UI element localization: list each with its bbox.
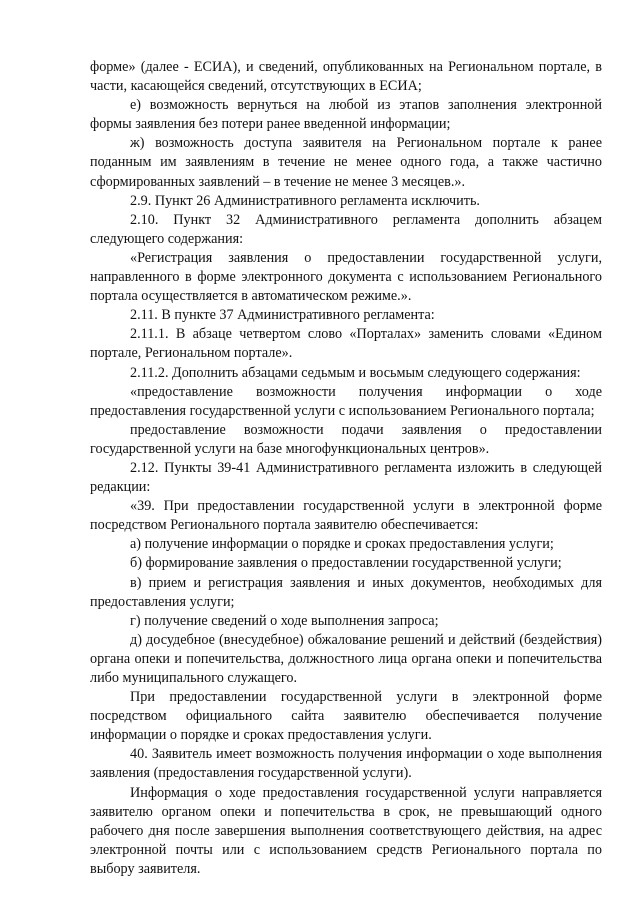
paragraph-40: 40. Заявитель имеет возможность получения информации о ходе выполнения заявления (предоставления государственной услуги). [90, 746, 602, 782]
paragraph-item-a: а) получение информации о порядке и сроках предоставления услуги; [130, 536, 554, 553]
paragraph-esia-continuation: форме» (далее - ЕСИА), и сведений, опубликованных на Региональном портале, в части, касающейся сведений, отсутствующих в ЕСИА; [90, 59, 602, 95]
paragraph-2-11: 2.11. В пункте 37 Административного регламента: [130, 307, 435, 324]
paragraph-2-11-2: 2.11.2. Дополнить абзацами седьмым и восьмым следующего содержания: [130, 364, 581, 381]
paragraph-item-g: г) получение сведений о ходе выполнения запроса; [130, 612, 439, 629]
paragraph-mfc-possibility: предоставление возможности подачи заявления о предоставлении государственной услуги на базе многофункциональных центров». [90, 421, 602, 457]
paragraph-official-site: При предоставлении государственной услуги в электронной форме посредством официального сайта заявителю обеспечивается получение информации о порядке и сроках предоставления услуги. [90, 689, 602, 744]
paragraph-39: «39. При предоставлении государственной услуги в электронной форме посредством Регионального портала заявителю обеспечивается: [90, 498, 602, 534]
paragraph-2-11-1: 2.11.1. В абзаце четвертом слово «Порталах» заменить словами «Едином портале, Региональном портале». [90, 326, 602, 362]
paragraph-registration-quote: «Регистрация заявления о предоставлении государственной услуги, направленного в форме электронного документа с использованием Регионального портала осуществляется в автоматическом режиме.». [90, 249, 602, 305]
paragraph-item-zh: ж) возможность доступа заявителя на Региональном портале к ранее поданным им заявлениям в течение не менее одного года, а также частично сформированных заявлений – в течение не менее 3 месяцев.». [90, 135, 602, 190]
paragraph-2-12: 2.12. Пункты 39-41 Административного регламента изложить в следующей редакции: [90, 459, 602, 496]
paragraph-status-info: Информация о ходе предоставления государственной услуги направляется заявителю органом опеки и попечительства в срок, не превышающий одного рабочего дня после завершения выполнения соответствующего действия, на адрес электронной почты или с использованием средств Регионального портала по выбору заявителя. [90, 784, 602, 877]
paragraph-item-v: в) прием и регистрация заявления и иных документов, необходимых для предоставления услуги; [90, 574, 602, 610]
document-body [90, 58, 602, 879]
paragraph-2-9: 2.9. Пункт 26 Административного регламента исключить. [130, 192, 480, 209]
paragraph-info-possibility: «предоставление возможности получения информации о ходе предоставления государственной услуги с использованием Регионального портала; [90, 383, 602, 419]
paragraph-item-d: д) досудебное (внесудебное) обжалование решений и действий (бездействия) органа опеки и попечительства, должностного лица органа опеки и попечительства либо муниципального служащего. [90, 631, 602, 686]
paragraph-item-e: е) возможность вернуться на любой из этапов заполнения электронной формы заявления без потери ранее введенной информации; [90, 97, 602, 133]
paragraph-2-10: 2.10. Пункт 32 Административного регламента дополнить абзацем следующего содержания: [90, 211, 602, 247]
paragraph-item-b: б) формирование заявления о предоставлении государственной услуги; [130, 555, 562, 572]
